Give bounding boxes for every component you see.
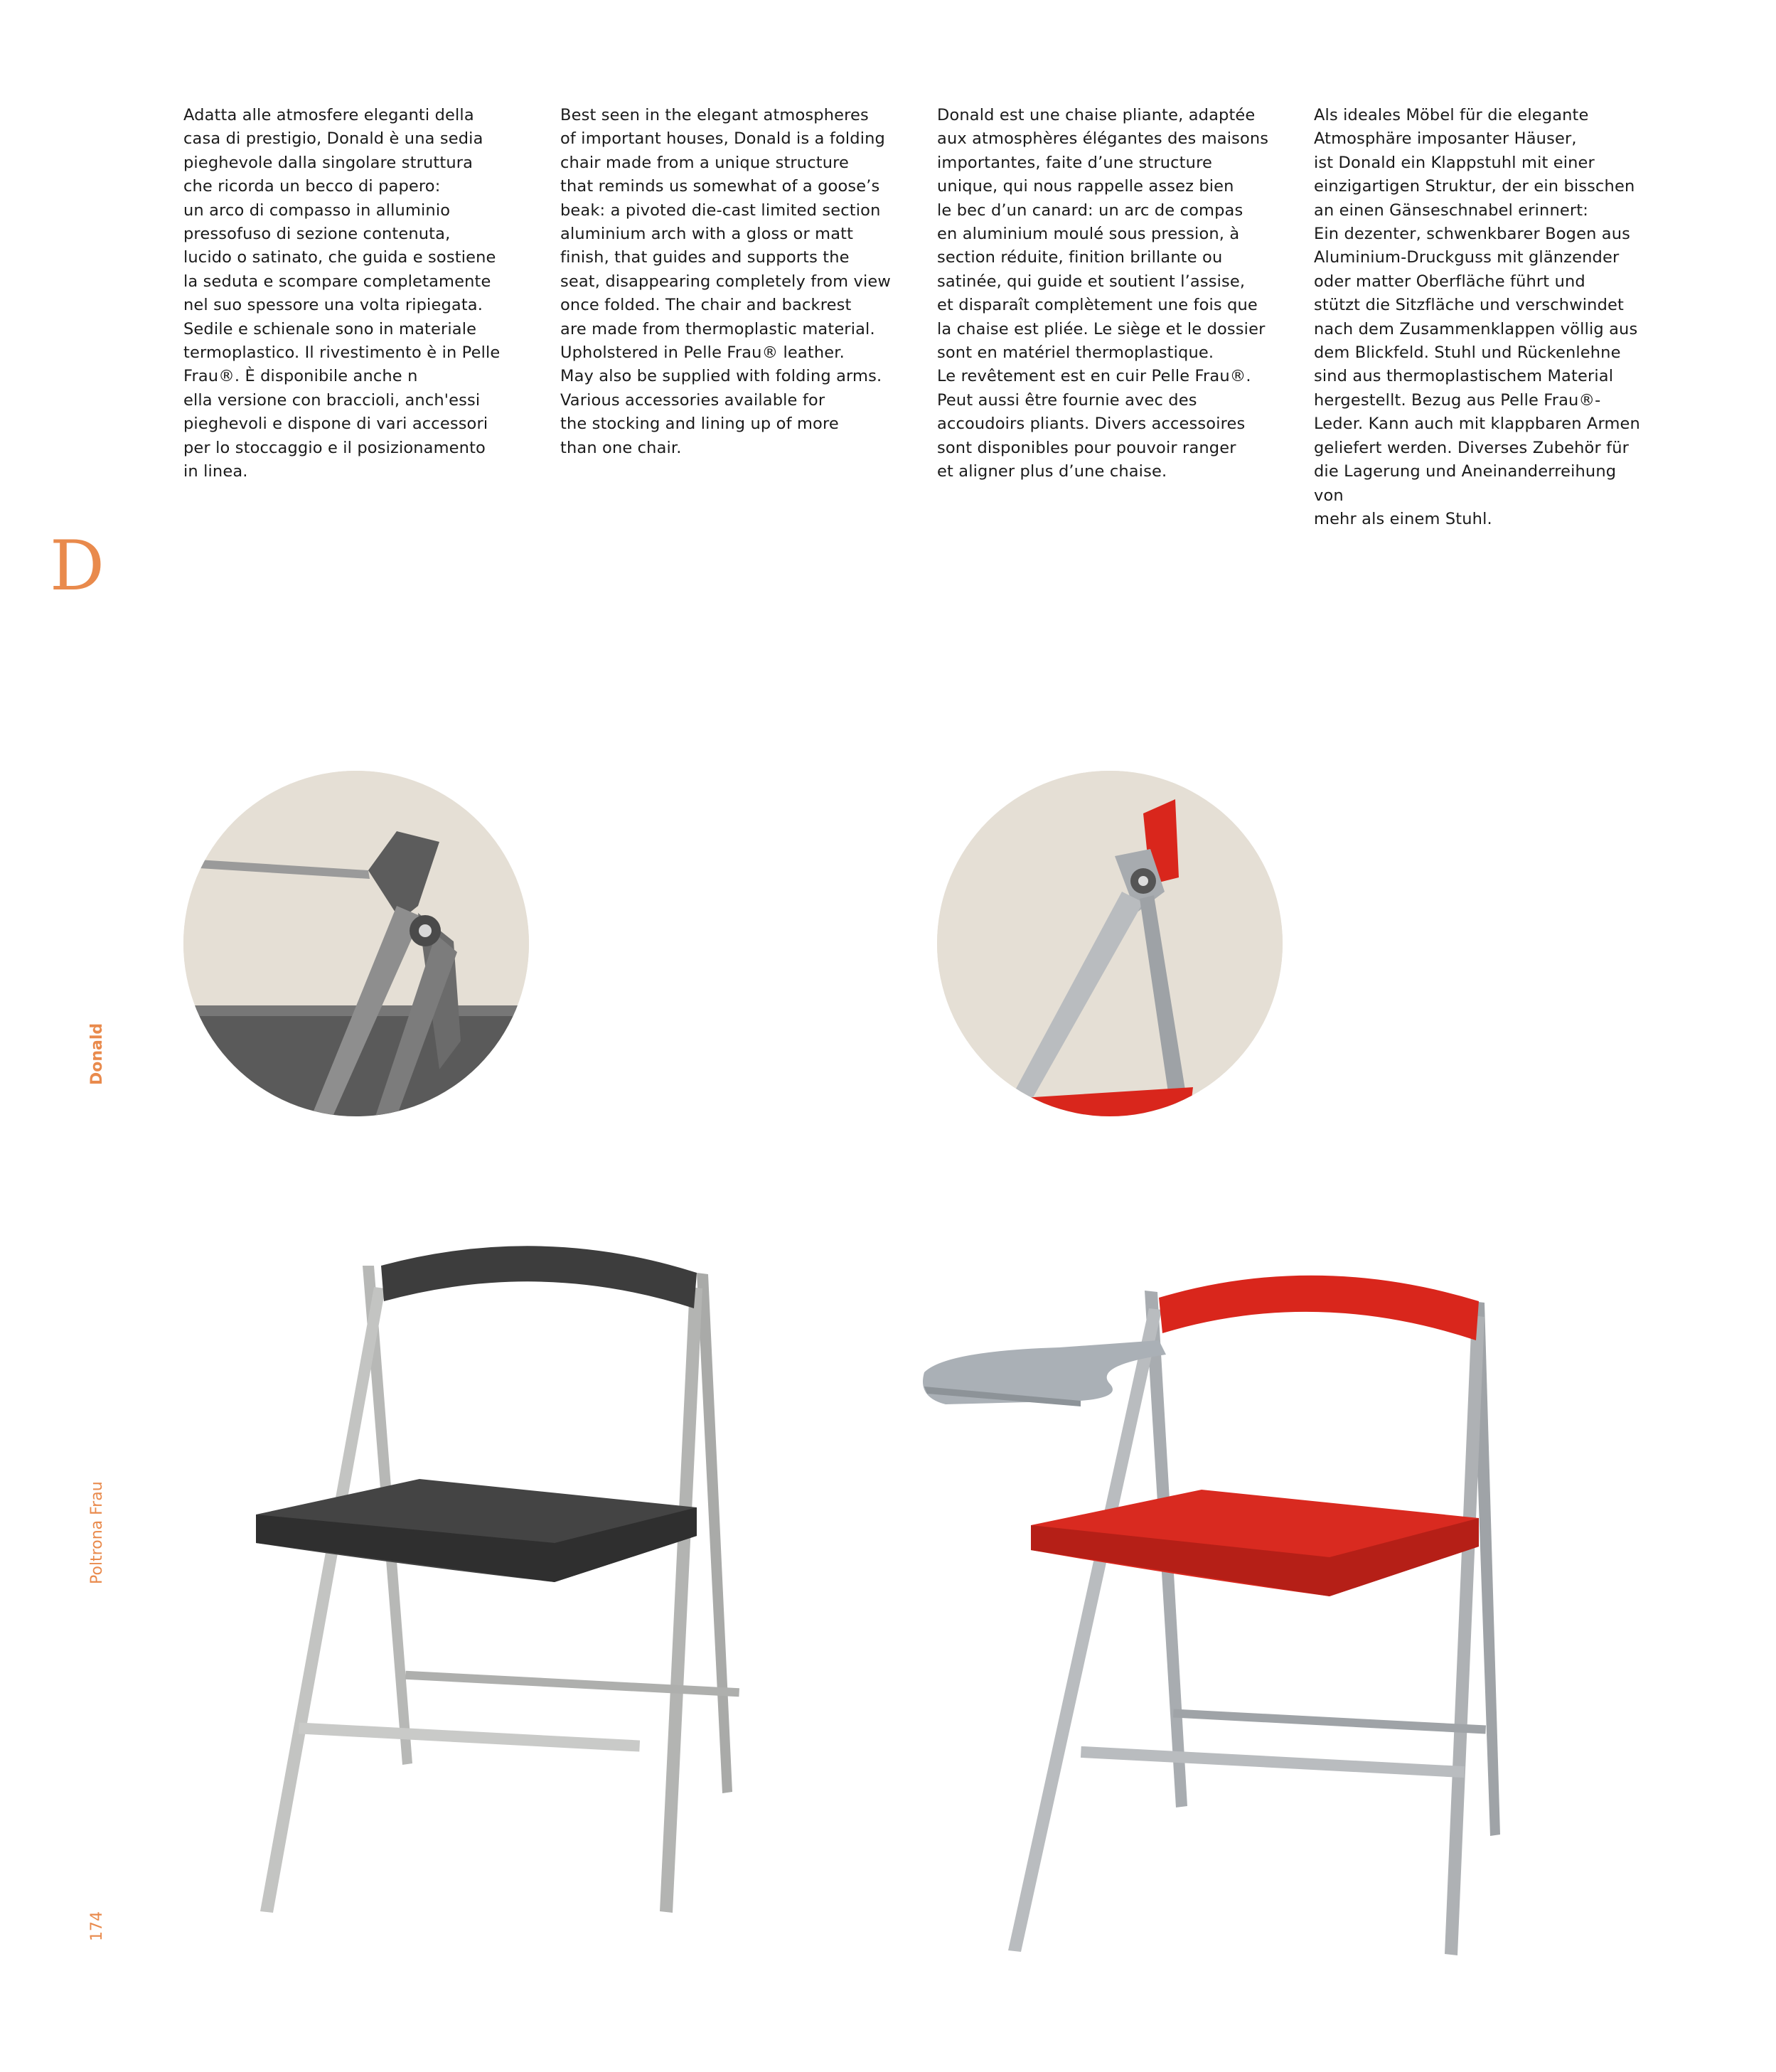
hinge-detail-red-image bbox=[937, 771, 1283, 1116]
hinge-detail-black-drawing bbox=[183, 771, 529, 1116]
description-french: Donald est une chaise pliante, adaptée aux atmosphères élégantes des maisons importantes, faite d’une structure unique, qui nous rappelle assez bien le bec d’un canard: un arc de compas en aluminium moulé sous pression, à section réduite, finition brillante ou satinée, qui guide et soutient l’assise, et disparaît complètement une fois que la chaise est pliée. Le siège et le dossier sont en matériel thermoplastique. Le revêtement est en cuir Pelle Frau®. Peut aussi être fournie avec des accoudoirs pliants. Divers accessoires sont disponibles pour pouvoir ranger et aligner plus d’une chaise. bbox=[937, 106, 1269, 481]
brand-label: Poltrona Frau bbox=[88, 1481, 106, 1584]
hinge-detail-red-drawing bbox=[937, 771, 1283, 1116]
description-english: Best seen in the elegant atmospheres of important houses, Donald is a folding chair made from a unique structure that reminds us somewhat of a goose’s beak: a pivoted die-cast limited section aluminium arch with a gloss or matt finish, that guides and supports the seat, disappearing completely from view once folded. The chair and backrest are made from thermoplastic material. Upholstered in Pelle Frau® leather. May also be supplied with folding arms. Various accessories available for the stocking and lining up of more than one chair. bbox=[560, 106, 891, 457]
section-initial: D bbox=[50, 526, 105, 606]
description-german: Als ideales Möbel für die elegante Atmosphäre imposanter Häuser, ist Donald ein Klappstuhl mit einer einzigartigen Struktur, der ein bisschen an einen Gänseschnabel erinnert: Ein dezenter, schwenkbarer Bogen aus Aluminium-Druckguss mit glänzender oder matter Oberfläche führt und stützt die Sitzfläche und verschwindet nach dem Zusammenklappen völlig aus dem Blickfeld. Stuhl und Rückenlehne sind aus thermoplastischem Material hergestellt. Bezug aus Pelle Frau®- Leder. Kann auch mit klappbaren Armen geliefert werden. Diverses Zubehör für die Lagerung und Aneinanderreihung von mehr als einem Stuhl. bbox=[1314, 106, 1640, 528]
hinge-detail-black-image bbox=[183, 771, 529, 1116]
chair-red-image bbox=[917, 1244, 1529, 1962]
chair-black-drawing bbox=[242, 1209, 782, 1920]
chair-red-drawing bbox=[917, 1244, 1529, 1962]
chair-black-image bbox=[242, 1209, 782, 1920]
page-number: 174 bbox=[88, 1911, 106, 1941]
product-name-label: Donald bbox=[88, 1022, 106, 1085]
description-italian: Adatta alle atmosfere eleganti della casa di prestigio, Donald è una sedia pieghevole dalla singolare struttura che ricorda un becco di papero: un arco di compasso in alluminio pressofuso di sezione contenuta, lucido o satinato, che guida e sostiene la seduta e scompare completamente nel suo spessore una volta ripiegata. Sedile e schienale sono in materiale termoplastico. Il rivestimento è in Pelle Frau®. È disponibile anche n ella versione con braccioli, anch'essi pieghevoli e dispone di vari accessori per lo stoccaggio e il posizionamento in linea. bbox=[183, 106, 501, 481]
